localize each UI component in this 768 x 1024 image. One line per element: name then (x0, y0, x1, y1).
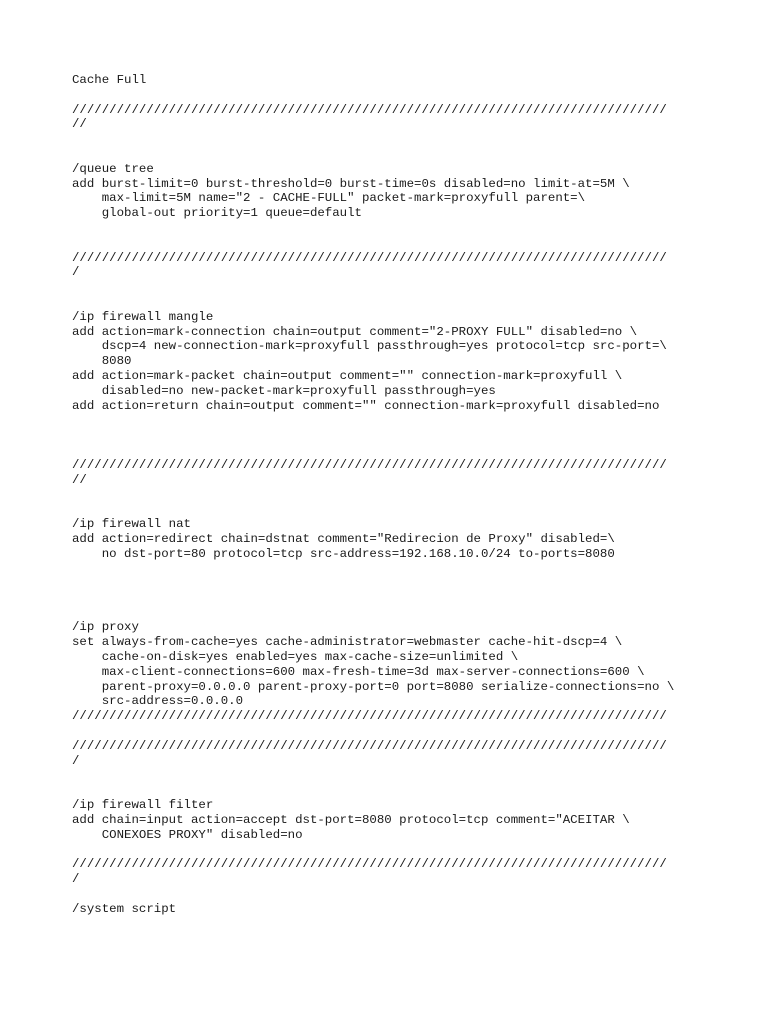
code-line: add chain=input action=accept dst-port=8080 protocol=tcp comment="ACEITAR \ (72, 812, 630, 827)
separator-line: //////////////////////////////////////////////////////////////////////////////// (72, 250, 667, 265)
blank-line (72, 887, 752, 902)
blank-line (72, 88, 752, 103)
separator-line: //////////////////////////////////////////////////////////////////////////////// (72, 738, 667, 753)
document-title: Cache Full (72, 73, 147, 87)
separator-line: // (72, 117, 87, 132)
blank-line (72, 783, 752, 798)
separator-line: / (72, 265, 80, 280)
section-header: /system script (72, 901, 177, 916)
separator-line: //////////////////////////////////////////////////////////////////////////////// (72, 709, 667, 724)
section-header: /queue tree (72, 161, 154, 176)
code-line: set always-from-cache=yes cache-administrator=webmaster cache-hit-dscp=4 \ (72, 635, 623, 650)
code-line: dscp=4 new-connection-mark=proxyfull passthrough=yes protocol=tcp src-port=\ (72, 339, 667, 354)
blank-line (72, 236, 752, 251)
separator-line: / (72, 872, 80, 887)
blank-line (72, 132, 752, 147)
code-line: add action=mark-connection chain=output comment="2-PROXY FULL" disabled=no \ (72, 324, 638, 339)
blank-line (72, 561, 752, 576)
code-line: 8080 (72, 354, 132, 369)
code-line: add burst-limit=0 burst-threshold=0 burst-time=0s disabled=no limit-at=5M \ (72, 176, 630, 191)
blank-line (72, 487, 752, 502)
code-line: add action=return chain=output comment="" connection-mark=proxyfull disabled=no (72, 398, 660, 413)
code-line: max-client-connections=600 max-fresh-time=3d max-server-connections=600 \ (72, 664, 645, 679)
blank-line (72, 768, 752, 783)
code-line: disabled=no new-packet-mark=proxyfull passthrough=yes (72, 383, 496, 398)
code-line: no dst-port=80 protocol=tcp src-address=192.168.10.0/24 to-ports=8080 (72, 546, 615, 561)
blank-line (72, 724, 752, 739)
blank-line (72, 428, 752, 443)
blank-line (72, 842, 752, 857)
section-header: /ip proxy (72, 620, 139, 635)
section-header: /ip firewall mangle (72, 309, 214, 324)
code-line: add action=redirect chain=dstnat comment="Redirecion de Proxy" disabled=\ (72, 531, 615, 546)
blank-line (72, 576, 752, 591)
blank-line (72, 502, 752, 517)
code-line: add action=mark-packet chain=output comment="" connection-mark=proxyfull \ (72, 368, 623, 383)
code-line: max-limit=5M name="2 - CACHE-FULL" packet-mark=proxyfull parent=\ (72, 191, 586, 206)
blank-line (72, 147, 752, 162)
blank-line (72, 221, 752, 236)
blank-line (72, 295, 752, 310)
code-line: parent-proxy=0.0.0.0 parent-proxy-port=0 port=8080 serialize-connections=no \ (72, 679, 675, 694)
code-line: cache-on-disk=yes enabled=yes max-cache-size=unlimited \ (72, 650, 519, 665)
blank-line (72, 280, 752, 295)
separator-line: //////////////////////////////////////////////////////////////////////////////// (72, 857, 667, 872)
blank-line (72, 443, 752, 458)
blank-line (72, 591, 752, 606)
separator-line: //////////////////////////////////////////////////////////////////////////////// (72, 102, 667, 117)
section-header: /ip firewall nat (72, 516, 191, 531)
code-line: CONEXOES PROXY" disabled=no (72, 827, 303, 842)
code-line: global-out priority=1 queue=default (72, 206, 362, 221)
blank-line (72, 606, 752, 621)
separator-line: //////////////////////////////////////////////////////////////////////////////// (72, 457, 667, 472)
separator-line: // (72, 472, 87, 487)
section-header: /ip firewall filter (72, 798, 214, 813)
document-body (72, 73, 752, 916)
code-line: src-address=0.0.0.0 (72, 694, 244, 709)
separator-line: / (72, 753, 80, 768)
blank-line (72, 413, 752, 428)
